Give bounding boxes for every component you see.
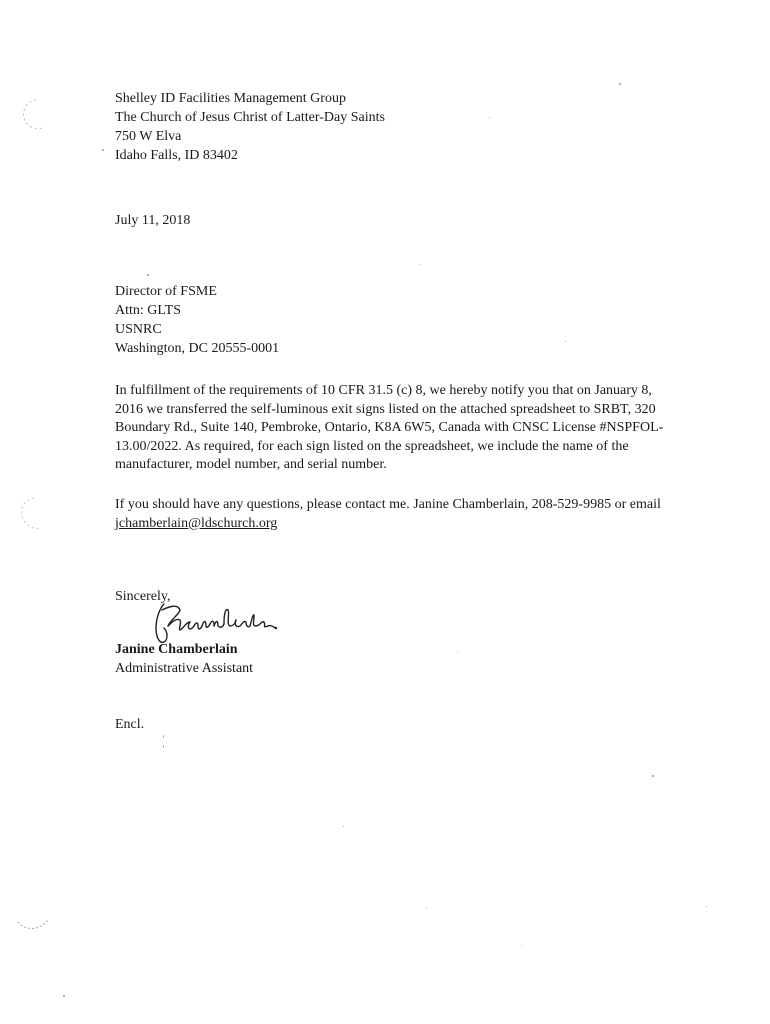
email-link[interactable]: jchamberlain@ldschurch.org [115,515,278,531]
body-paragraph-2 [115,496,661,533]
scan-speck [457,651,458,652]
letter-date: July 11, 2018 [115,213,191,228]
hole-punch-mark-middle [16,494,52,536]
scan-speck [565,341,566,342]
recipient-title: Director of FSME [115,284,217,299]
recipient-agency: USNRC [115,322,162,337]
hole-punch-mark-top [16,96,56,138]
scan-speck [521,945,522,946]
scan-speck [163,735,164,738]
hole-punch-mark-bottom [14,912,54,938]
recipient-attn: Attn: GLTS [115,303,181,318]
enclosure-note: Encl. [115,717,145,732]
recipient-address [115,282,279,358]
signer-title: Administrative Assistant [115,661,254,676]
scan-speck [163,745,164,748]
scan-speck [652,775,654,777]
body-line: 13.00/2022. As required, for each sign listed on the spreadsheet, we include the name of the [115,438,629,454]
scan-speck [419,264,420,265]
body-line: 2016 we transferred the self-luminous exit signs listed on the attached spreadsheet to SRBT, 320 [115,401,656,417]
scan-speck [426,907,427,908]
sender-city: Idaho Falls, ID 83402 [115,148,238,163]
recipient-city: Washington, DC 20555-0001 [115,341,280,356]
scan-speck [147,274,149,276]
scan-speck [63,995,65,997]
body-line: Boundary Rd., Suite 140, Pembroke, Ontario, K8A 6W5, Canada with CNSC License #NSPFOL- [115,420,664,435]
scan-speck [619,83,621,85]
scan-speck [102,149,104,151]
body-line: manufacturer, model number, and serial number. [115,457,387,472]
closing: Sincerely, [115,589,171,604]
signer-name: Janine Chamberlain [115,642,238,657]
sender-address [115,89,385,165]
scan-speck [343,826,344,827]
contact-text: If you should have any questions, please contact me. Janine Chamberlain, 208-529-9985 or email [115,497,661,512]
body-line: In fulfillment of the requirements of 10 CFR 31.5 (c) 8, we hereby notify you that on January 8, [115,383,652,398]
body-paragraph-1 [115,382,664,475]
sender-church: The Church of Jesus Christ of Latter-Day Saints [115,110,385,125]
sender-organization: Shelley ID Facilities Management Group [115,91,346,106]
scan-speck [489,117,490,118]
sender-street: 750 W Elva [115,129,182,144]
scan-speck [706,906,707,907]
